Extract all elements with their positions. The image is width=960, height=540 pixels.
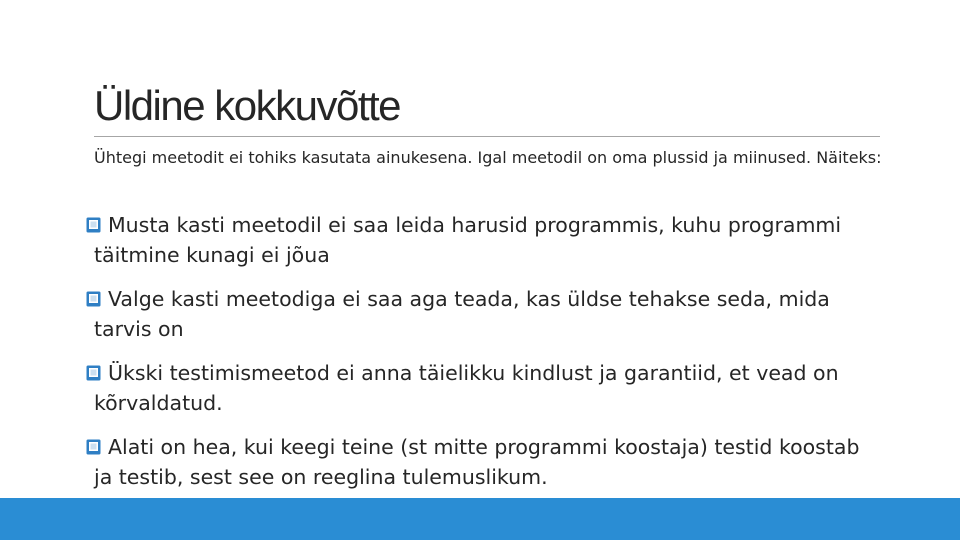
bullet-item (94, 284, 874, 344)
checkbox-square-icon (86, 365, 101, 381)
footer-accent-bar (0, 498, 960, 540)
title-divider (94, 136, 880, 137)
bullet-text: Valge kasti meetodiga ei saa aga teada, kas üldse tehakse seda, mida tarvis on (94, 287, 830, 341)
checkbox-square-icon (86, 217, 101, 233)
intro-text: Ühtegi meetodit ei tohiks kasutata ainukesena. Igal meetodil on oma plussid ja miinused. Näiteks: (94, 148, 882, 167)
bullet-item (94, 358, 874, 418)
bullet-item (94, 432, 874, 492)
slide-title: Üldine kokkuvõtte (94, 82, 401, 129)
bullet-item (94, 210, 874, 270)
bullet-text: Ükski testimismeetod ei anna täielikku kindlust ja garantiid, et vead on kõrvaldatud. (94, 361, 839, 415)
bullet-list (94, 210, 874, 506)
checkbox-square-icon (86, 291, 101, 307)
checkbox-square-icon (86, 439, 101, 455)
bullet-text: Alati on hea, kui keegi teine (st mitte programmi koostaja) testid koostab ja testib, sest see on reeglina tulemuslikum. (94, 435, 860, 489)
bullet-text: Musta kasti meetodil ei saa leida harusid programmis, kuhu programmi täitmine kunagi ei jõua (94, 213, 842, 267)
